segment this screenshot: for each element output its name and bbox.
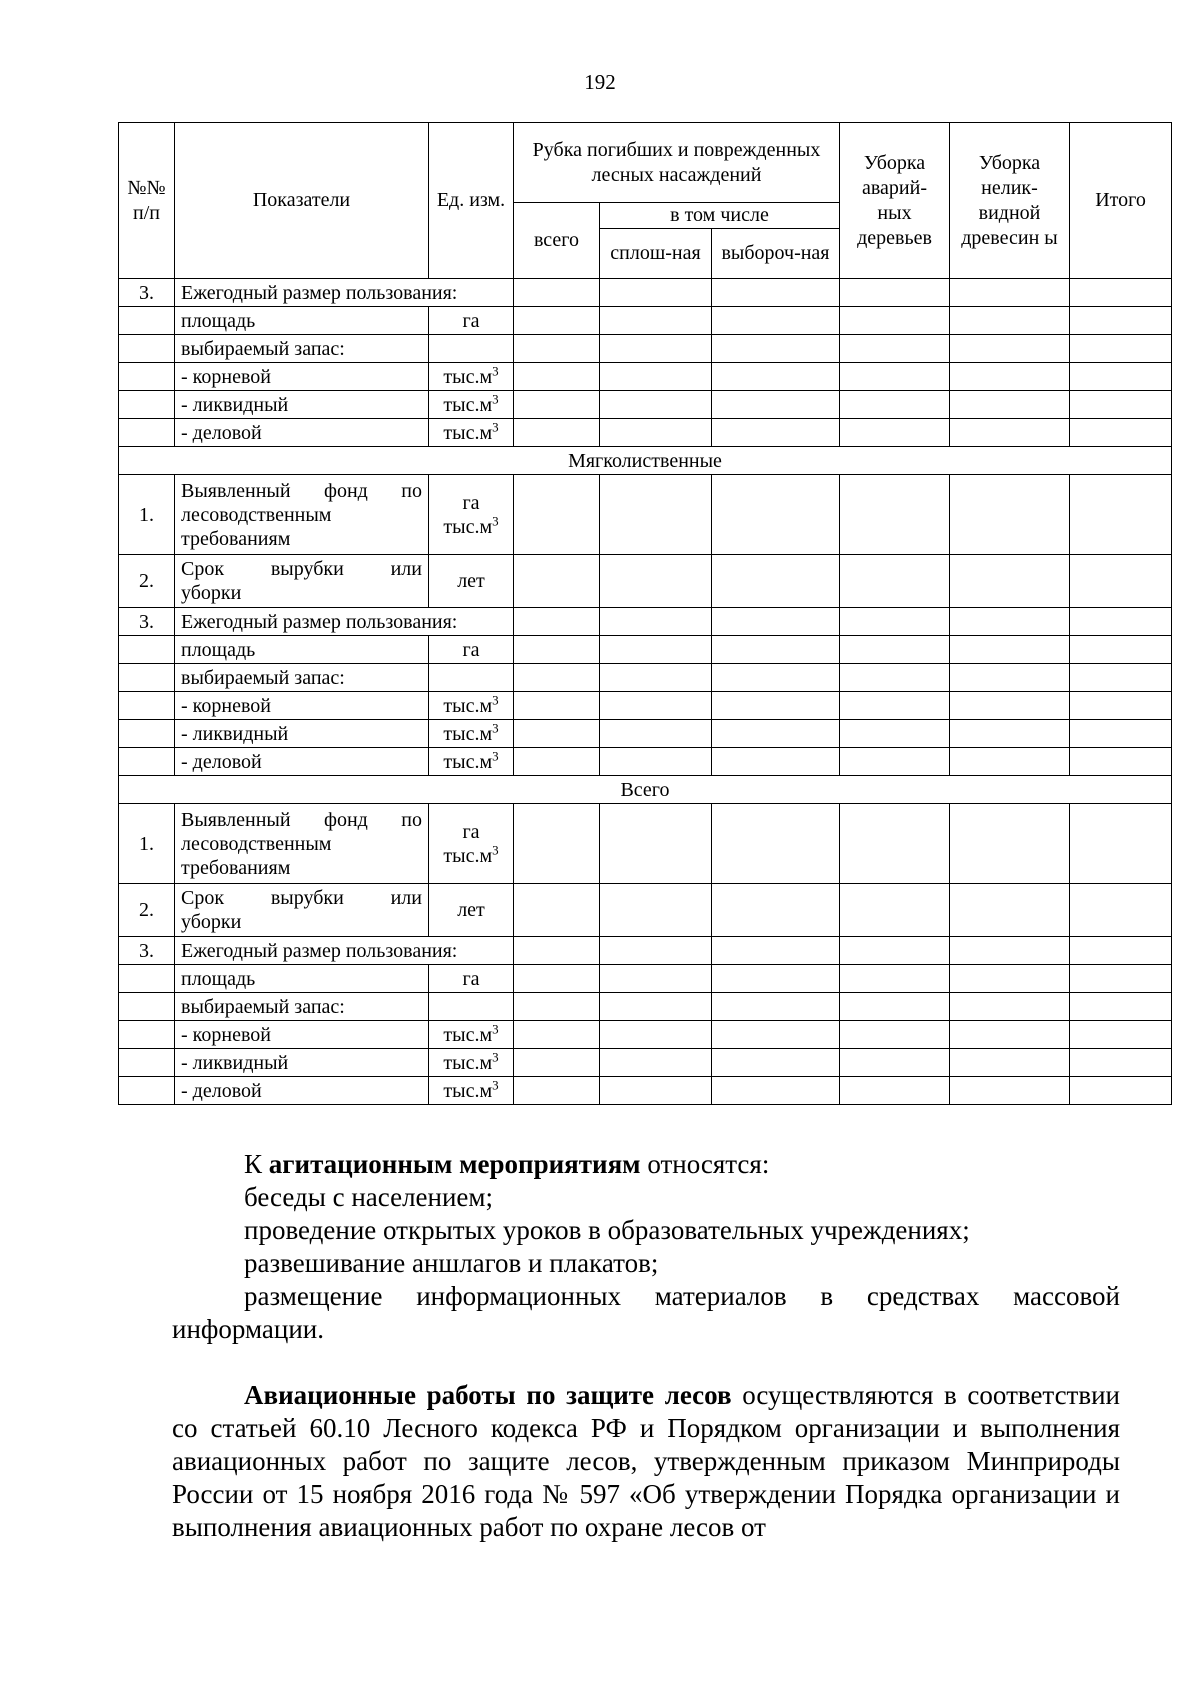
row-unit: $тыс.м^3$ bbox=[429, 692, 514, 720]
table-row bbox=[119, 1049, 1172, 1077]
row-num: 1. bbox=[119, 804, 175, 884]
table-row bbox=[119, 555, 1172, 608]
paragraph: К агитационным мероприятиям относятся: bbox=[244, 1149, 770, 1179]
col-header-illiquid: Уборка нелик-видной древесин ы bbox=[950, 123, 1070, 279]
row-label: - деловой bbox=[175, 1077, 429, 1105]
row-label: - ликвидный bbox=[175, 391, 429, 419]
paragraph: Авиационные работы по защите лесов осуществляются в соответствии со статьей 60.10 Лесного кодекса РФ и Порядком организации и выполнения авиационных работ по защите лесов, утвержденным приказом Минприроды России от 15 ноября 2016 года № 597 «Об утверждении Порядка организации и выполнения авиационных работ по охране лесов от bbox=[172, 1380, 1120, 1542]
table-row bbox=[119, 804, 1172, 884]
table-row bbox=[119, 748, 1172, 776]
section-title: Всего bbox=[119, 776, 1172, 804]
row-unit: лет bbox=[429, 884, 514, 937]
row-unit: га $тыс.м^3$ bbox=[429, 475, 514, 555]
table-row bbox=[119, 475, 1172, 555]
row-label: - ликвидный bbox=[175, 720, 429, 748]
row-unit: га bbox=[429, 307, 514, 335]
table-row bbox=[119, 993, 1172, 1021]
table-row bbox=[119, 363, 1172, 391]
body-text bbox=[172, 1148, 1120, 1544]
table-row bbox=[119, 307, 1172, 335]
row-num: 1. bbox=[119, 475, 175, 555]
table-row bbox=[119, 279, 1172, 307]
row-label: выбираемый запас: bbox=[175, 664, 429, 692]
table-row bbox=[119, 335, 1172, 363]
row-unit: $тыс.м^3$ bbox=[429, 1077, 514, 1105]
row-unit: га bbox=[429, 965, 514, 993]
row-label: - корневой bbox=[175, 692, 429, 720]
row-unit: $тыс.м^3$ bbox=[429, 363, 514, 391]
paragraph: беседы с населением; bbox=[244, 1182, 493, 1212]
row-label: Выявленный фонд по лесоводственным требованиям bbox=[175, 804, 429, 884]
col-header-clear: сплош-ная bbox=[600, 229, 712, 279]
row-unit: га bbox=[429, 636, 514, 664]
row-label: Срок вырубки или уборки bbox=[175, 884, 429, 937]
table-row bbox=[119, 664, 1172, 692]
row-num: 3. bbox=[119, 937, 175, 965]
row-unit: $тыс.м^3$ bbox=[429, 1049, 514, 1077]
row-num: 3. bbox=[119, 608, 175, 636]
paragraph: развешивание аншлагов и плакатов; bbox=[244, 1248, 659, 1278]
row-num: 2. bbox=[119, 884, 175, 937]
page-number: 192 bbox=[584, 70, 616, 94]
col-header-unit: Ед. изм. bbox=[429, 123, 514, 279]
col-header-felling: Рубка погибших и поврежденных лесных насаждений bbox=[514, 123, 840, 203]
col-header-emergency: Уборка аварий-ных деревьев bbox=[840, 123, 950, 279]
row-unit: $тыс.м^3$ bbox=[429, 720, 514, 748]
table-row bbox=[119, 937, 1172, 965]
section-title: Мягколиственные bbox=[119, 447, 1172, 475]
table-row bbox=[119, 720, 1172, 748]
table-row bbox=[119, 965, 1172, 993]
table-row bbox=[119, 608, 1172, 636]
row-label: - деловой bbox=[175, 748, 429, 776]
table-row bbox=[119, 884, 1172, 937]
row-label: выбираемый запас: bbox=[175, 335, 429, 363]
row-unit: $тыс.м^3$ bbox=[429, 748, 514, 776]
row-unit: лет bbox=[429, 555, 514, 608]
row-unit: $тыс.м^3$ bbox=[429, 391, 514, 419]
col-header-itogo: Итого bbox=[1070, 123, 1172, 279]
col-header-selective: выбороч-ная bbox=[712, 229, 840, 279]
row-label: Срок вырубки или уборки bbox=[175, 555, 429, 608]
row-unit: $тыс.м^3$ bbox=[429, 419, 514, 447]
paragraph: размещение информационных материалов в средствах массовой информации. bbox=[172, 1281, 1120, 1344]
col-header-total: всего bbox=[514, 203, 600, 279]
table-row bbox=[119, 391, 1172, 419]
row-label: - деловой bbox=[175, 419, 429, 447]
row-unit: га $тыс.м^3$ bbox=[429, 804, 514, 884]
section-row bbox=[119, 776, 1172, 804]
section-row bbox=[119, 447, 1172, 475]
row-label: Выявленный фонд по лесоводственным требованиям bbox=[175, 475, 429, 555]
forest-use-table bbox=[118, 122, 1172, 1105]
row-label: площадь bbox=[175, 636, 429, 664]
table-row bbox=[119, 1021, 1172, 1049]
row-label: площадь bbox=[175, 307, 429, 335]
row-unit: $тыс.м^3$ bbox=[429, 1021, 514, 1049]
row-num: 3. bbox=[119, 279, 175, 307]
col-header-indicator: Показатели bbox=[175, 123, 429, 279]
row-label: Ежегодный размер пользования: bbox=[175, 279, 514, 307]
paragraph: проведение открытых уроков в образовательных учреждениях; bbox=[244, 1215, 970, 1245]
row-num: 2. bbox=[119, 555, 175, 608]
row-label: выбираемый запас: bbox=[175, 993, 429, 1021]
table-row bbox=[119, 1077, 1172, 1105]
row-label: Ежегодный размер пользования: bbox=[175, 608, 514, 636]
col-header-incl: в том числе bbox=[600, 203, 840, 229]
row-label: площадь bbox=[175, 965, 429, 993]
col-header-num: №№ п/п bbox=[119, 123, 175, 279]
row-label: - корневой bbox=[175, 363, 429, 391]
table-row bbox=[119, 419, 1172, 447]
row-label: Ежегодный размер пользования: bbox=[175, 937, 514, 965]
table-row bbox=[119, 692, 1172, 720]
row-label: - корневой bbox=[175, 1021, 429, 1049]
table-row bbox=[119, 636, 1172, 664]
row-label: - ликвидный bbox=[175, 1049, 429, 1077]
